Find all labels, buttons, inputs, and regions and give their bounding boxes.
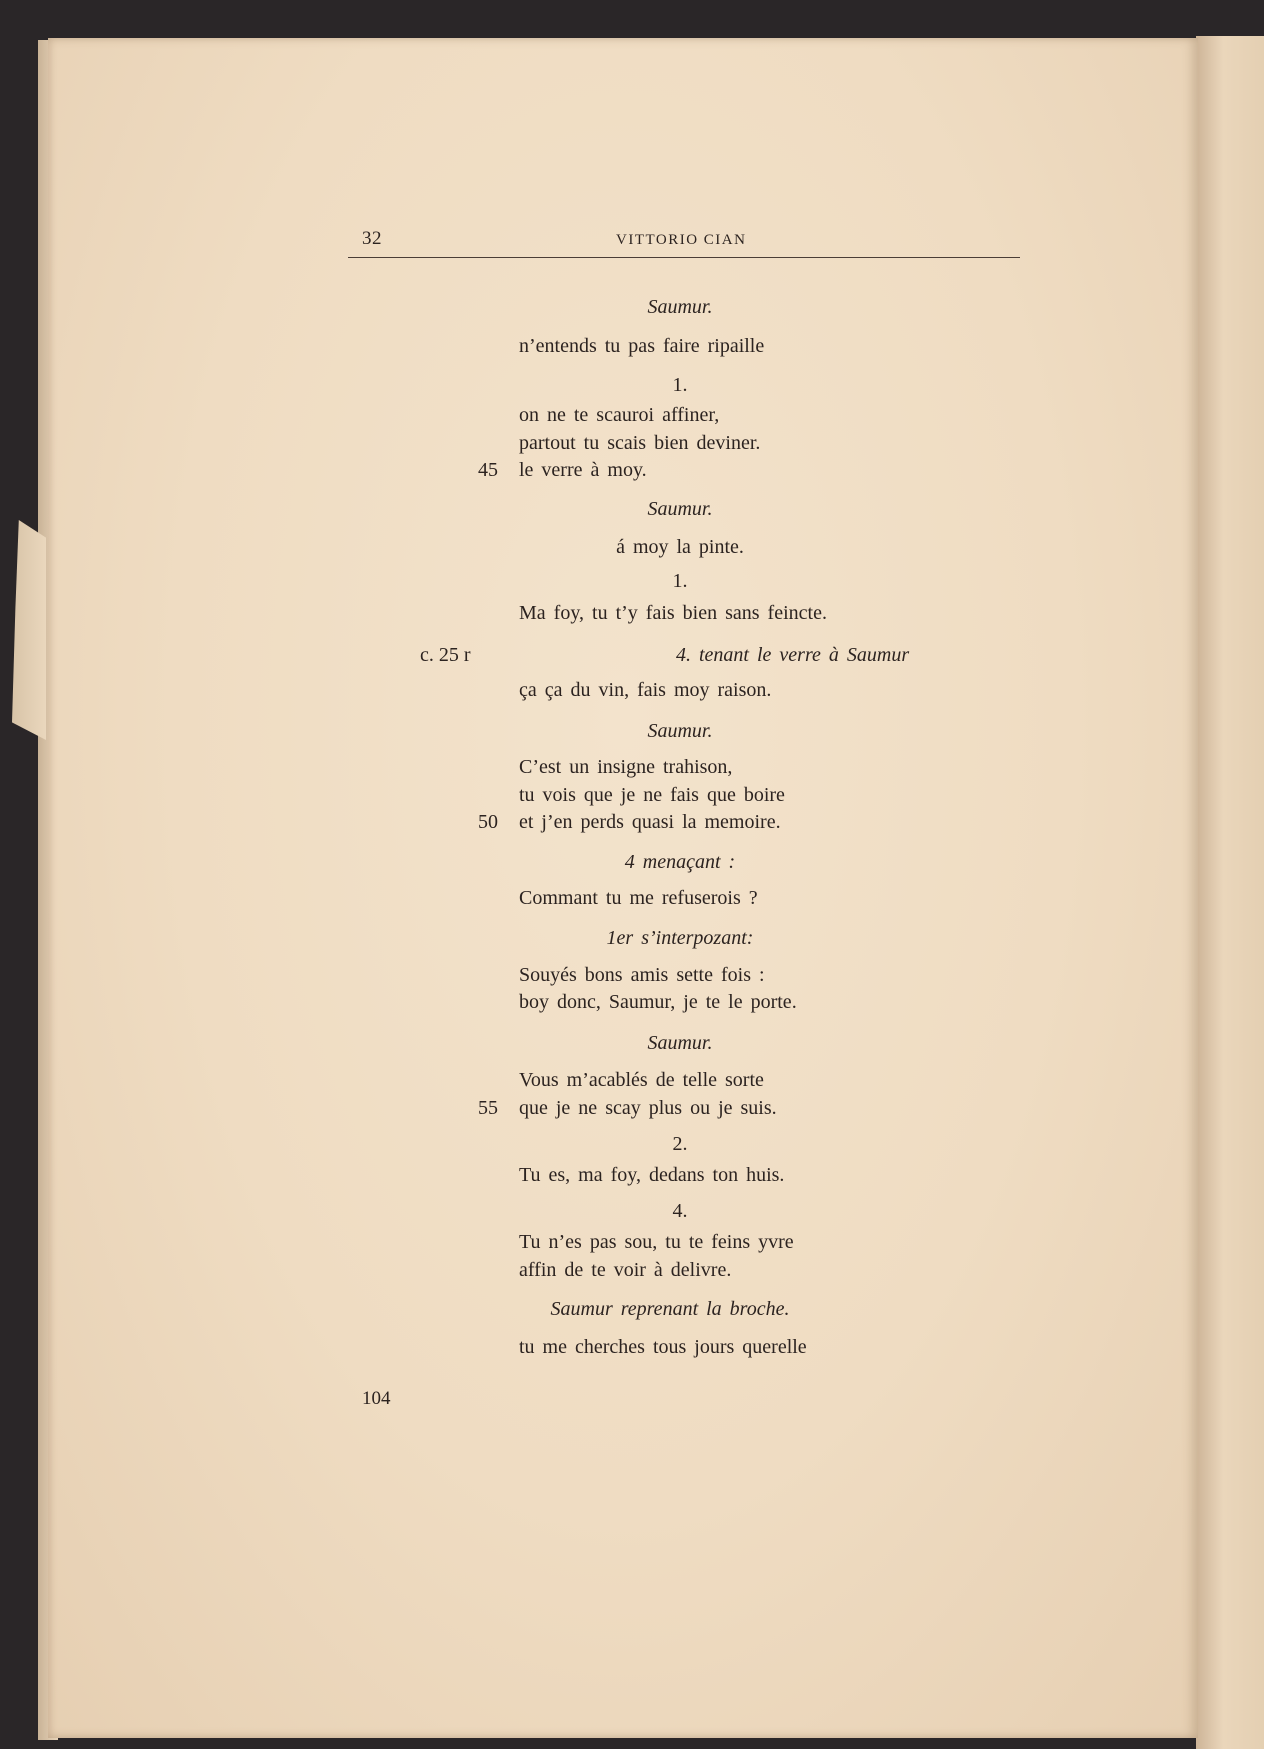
speaker-label: Saumur. (647, 720, 713, 742)
verse-line: Vous m’acablés de telle sorte (519, 1069, 764, 1091)
speaker-label: Saumur. (647, 498, 713, 520)
verse-line: á moy la pinte. (616, 536, 744, 558)
page-number: 32 (362, 228, 382, 249)
line-number: 45 (478, 459, 498, 481)
stage-direction: Saumur reprenant la broche. (550, 1298, 790, 1320)
verse-line: C’est un insigne trahison, (519, 756, 733, 778)
speaker-label: Saumur. (647, 1032, 713, 1054)
stage-direction: 4 menaçant : (624, 851, 736, 873)
signature-mark: 104 (362, 1388, 391, 1409)
line-number: 55 (478, 1097, 498, 1119)
verse-line: n’entends tu pas faire ripaille (519, 335, 765, 357)
speaker-label: Saumur. (647, 296, 713, 318)
verse-line: Commant tu me refuserois ? (519, 887, 758, 909)
verse-line: et j’en perds quasi la memoire. (519, 811, 781, 833)
verse-line: Souyés bons amis sette fois : (519, 964, 765, 986)
speaker-number: 1. (672, 374, 688, 396)
verse-line: Ma foy, tu t’y fais bien sans feincte. (519, 602, 827, 624)
header-rule (348, 257, 1020, 258)
verse-line: tu vois que je ne fais que boire (519, 784, 785, 806)
stage-direction: 4. tenant le verre à Saumur (676, 644, 910, 666)
speaker-number: 4. (672, 1200, 688, 1222)
verse-line: Tu es, ma foy, dedans ton huis. (519, 1164, 785, 1186)
speaker-number: 1. (672, 570, 688, 592)
verse-line: partout tu scais bien deviner. (519, 432, 761, 454)
stage-direction: 1er s’interpozant: (606, 927, 754, 949)
verse-line: Tu n’es pas sou, tu te feins yvre (519, 1231, 794, 1253)
verse-line: on ne te scauroi affiner, (519, 404, 720, 426)
folio-reference: c. 25 r (420, 644, 471, 666)
running-head-author: VITTORIO CIAN (616, 232, 747, 248)
verse-line: boy donc, Saumur, je te le porte. (519, 991, 797, 1013)
verse-line: tu me cherches tous jours querelle (519, 1336, 807, 1358)
speaker-number: 2. (672, 1133, 688, 1155)
verse-line: ça ça du vin, fais moy raison. (519, 679, 772, 701)
verse-line: le verre à moy. (519, 459, 647, 481)
verse-line: affin de te voir à delivre. (519, 1259, 732, 1281)
verse-line: que je ne scay plus ou je suis. (519, 1097, 777, 1119)
line-number: 50 (478, 811, 498, 833)
